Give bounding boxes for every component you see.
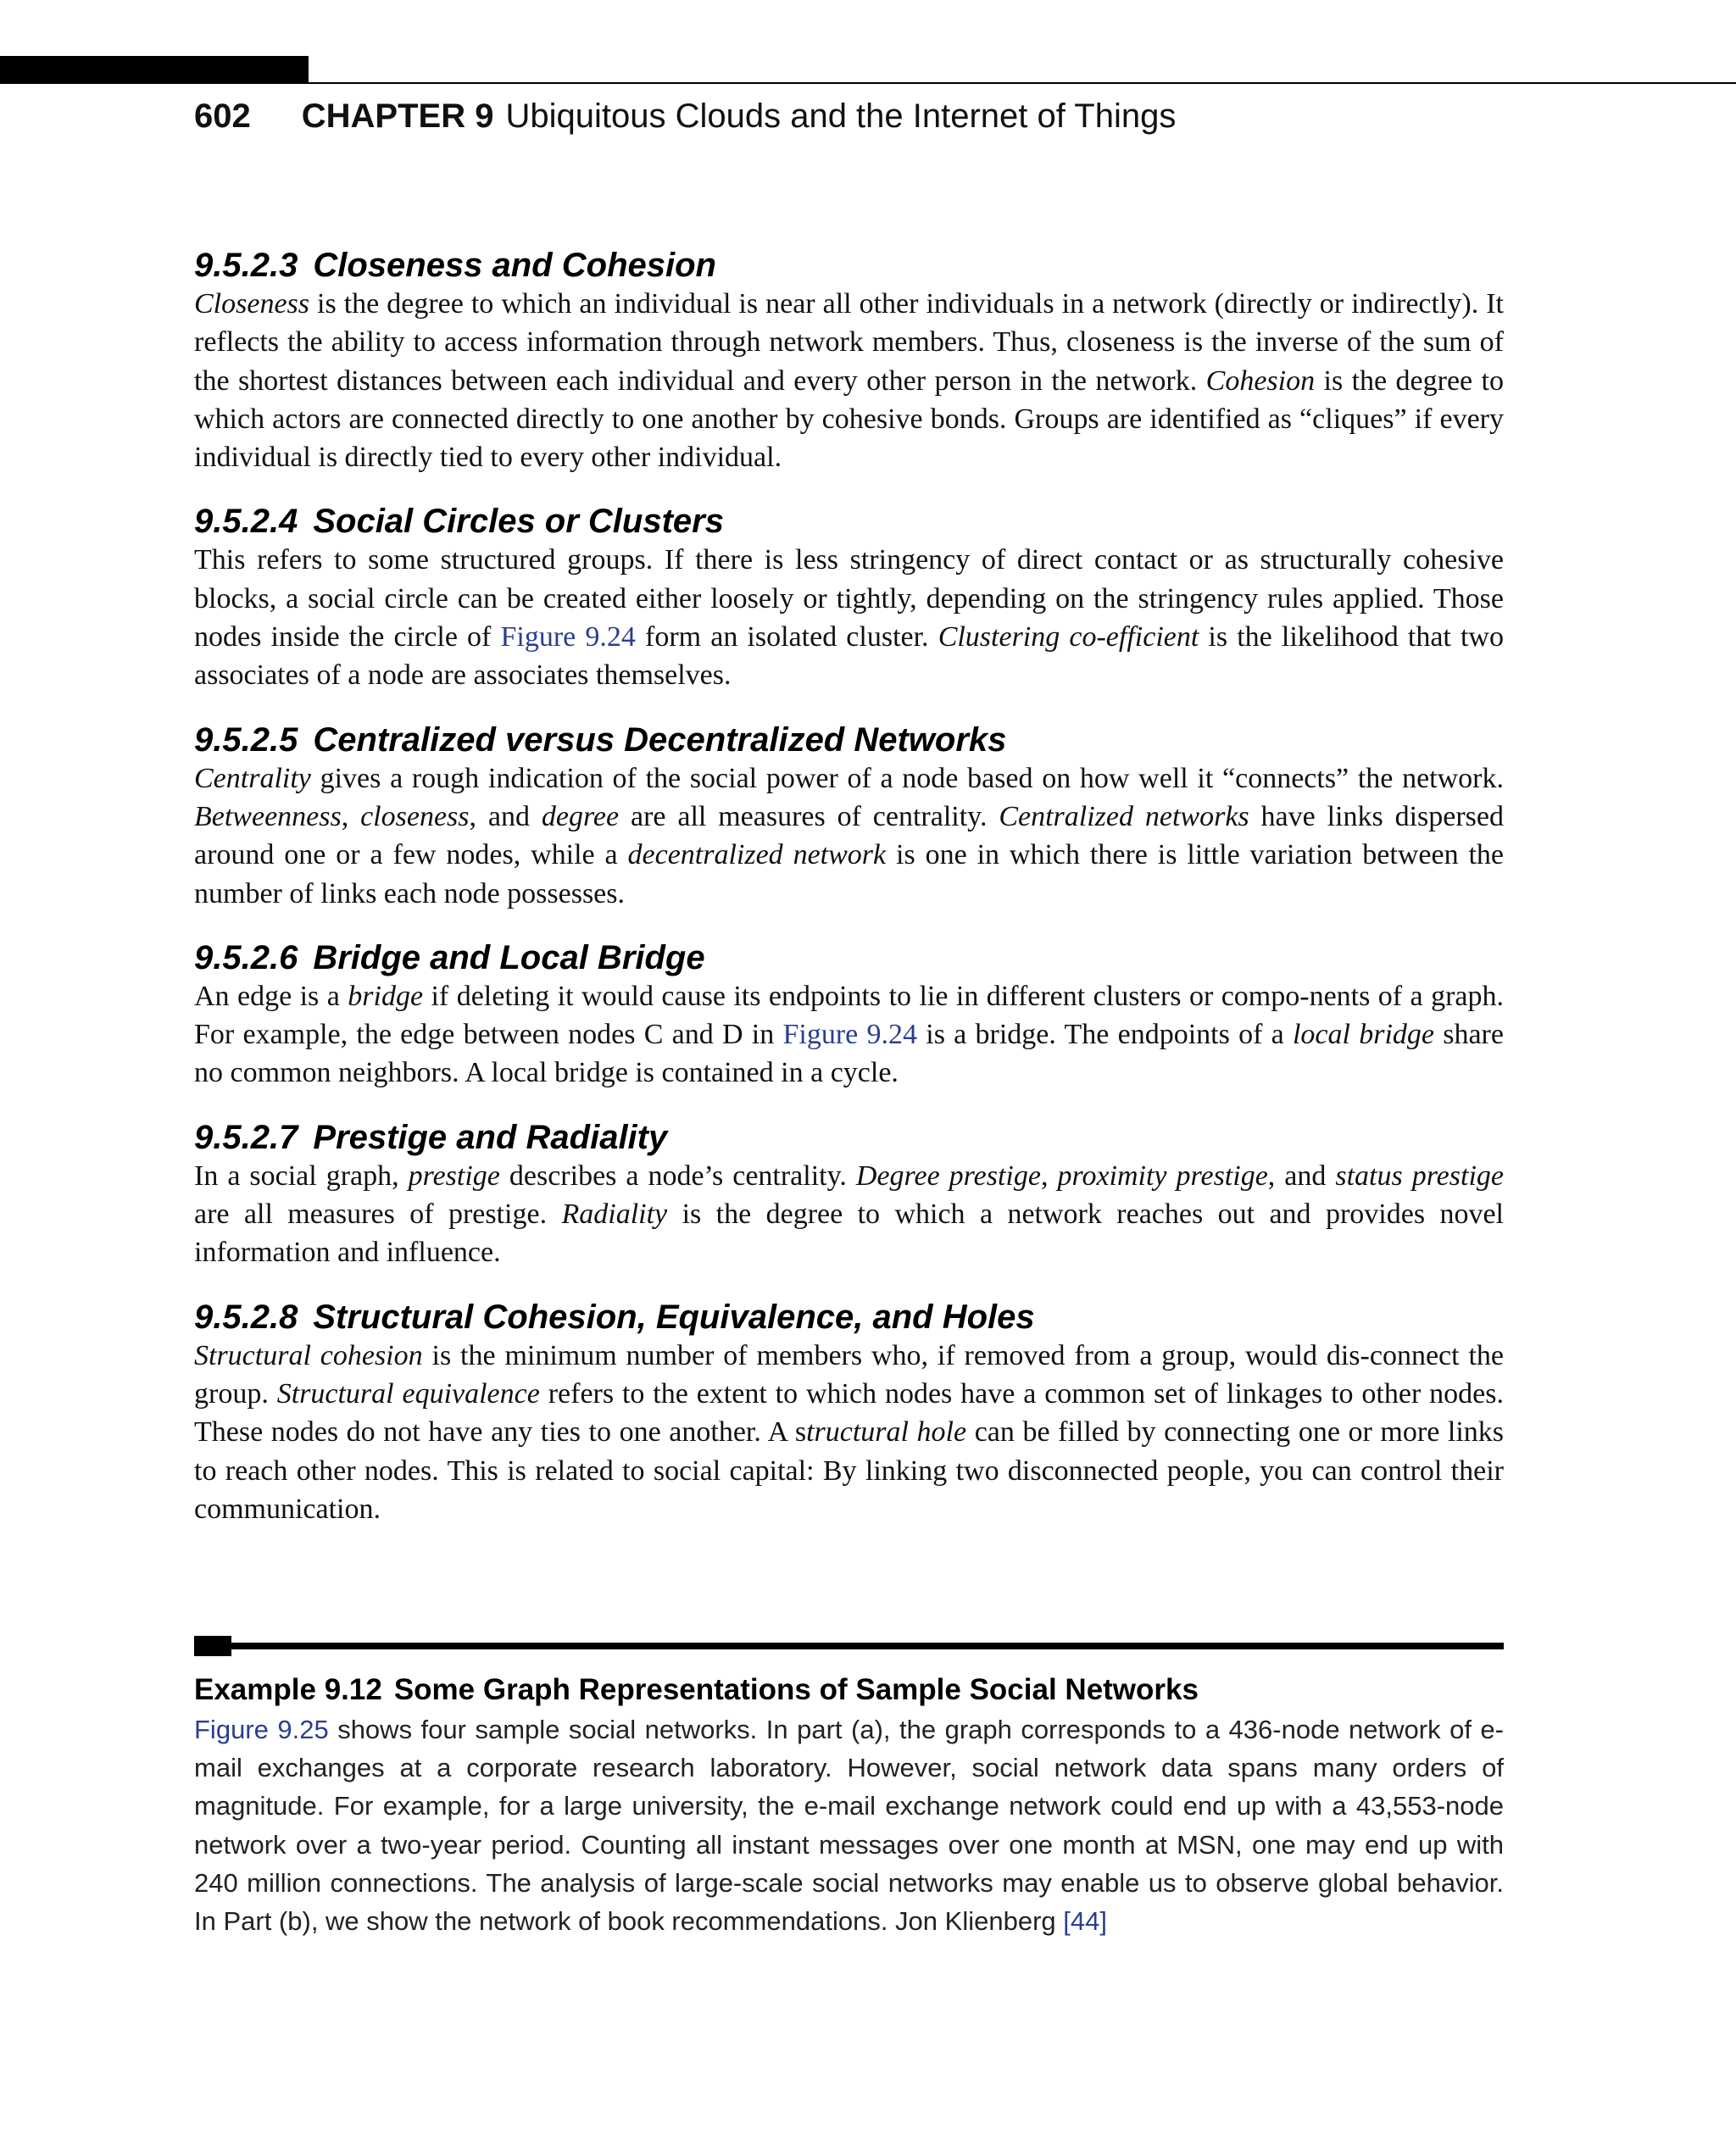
emphasis-term: Closeness <box>194 288 309 320</box>
body-text: shows four sample social networks. In part (a), the graph corresponds to a 436-node network of e-mail exchanges at a corporate research laboratory. However, social network data spans many orders of magnitude. For example, for a large university, the e-mail exchange network could end up with a 43,553-node network over a two-year period. Counting all instant messages over one month at MSN, one may end up with 240 million connections. The analysis of large-scale social networks may enable us to observe global behavior. In Part (b), we show the network of book recommendations. Jon Klienberg <box>194 1715 1504 1937</box>
body-text: gives a rough indication of the social power of a node based on how well it “connects” the network. <box>310 762 1504 794</box>
emphasis-term: degree <box>541 800 620 832</box>
emphasis-term: proximity prestige <box>1057 1159 1268 1192</box>
section-bridge <box>194 938 1504 1093</box>
section-paragraph <box>194 977 1504 1093</box>
emphasis-term: Structural equivalence <box>276 1377 540 1410</box>
emphasis-term: local bridge <box>1292 1019 1434 1051</box>
example-heading <box>194 1671 1504 1709</box>
emphasis-term: Radiality <box>561 1198 668 1231</box>
emphasis-term: Centrality <box>194 762 311 794</box>
emphasis-term: status prestige <box>1335 1159 1504 1192</box>
section-paragraph <box>194 1337 1504 1528</box>
header-black-bar <box>0 56 309 84</box>
cross-reference-link[interactable]: Figure 9.24 <box>782 1019 917 1051</box>
section-number: 9.5.2.3 <box>194 247 298 284</box>
section-prestige-radiality <box>194 1118 1504 1272</box>
body-text: is the degree to which a network reaches out and provides novel information and influence. <box>194 1198 1504 1269</box>
section-heading <box>194 938 1504 977</box>
body-text: share no common neighbors. A local bridge is contained in a cycle. <box>194 1019 1504 1089</box>
body-text: is the minimum number of members who, if removed from a group, would dis-connect the group. <box>194 1339 1504 1410</box>
emphasis-term: Betweenness <box>194 800 342 832</box>
section-heading <box>194 1298 1504 1337</box>
body-text: An edge is a <box>194 980 348 1012</box>
body-text: can be filled by connecting one or more links to reach other nodes. This is related to social capital: By linking two disconnected people, you can control their communication. <box>194 1416 1504 1525</box>
section-heading <box>194 720 1504 759</box>
emphasis-term: closeness <box>360 800 470 832</box>
body-text: refers to the extent to which nodes have a common set of linkages to other nodes. These nodes do not have any ties to one another. A s <box>194 1377 1504 1449</box>
cross-reference-link[interactable]: Figure 9.24 <box>500 621 636 653</box>
emphasis-term: Centralized networks <box>999 800 1249 832</box>
section-centralized-networks <box>194 720 1504 913</box>
body-text: have links dispersed around one or a few nodes, while a <box>194 800 1504 871</box>
page-number: 602 <box>194 97 251 135</box>
section-heading <box>194 1118 1504 1157</box>
emphasis-term: Degree prestige <box>855 1159 1041 1192</box>
body-text: is one in which there is little variation between the number of links each node possesses. <box>194 839 1504 909</box>
section-structural-cohesion <box>194 1298 1504 1528</box>
section-title: Closeness and Cohesion <box>313 247 716 284</box>
example-rule-line <box>231 1643 1504 1649</box>
example-paragraph <box>194 1710 1504 1940</box>
section-number: 9.5.2.8 <box>194 1298 298 1336</box>
body-text: form an isolated cluster. <box>635 621 938 653</box>
chapter-title: Ubiquitous Clouds and the Internet of Things <box>505 97 1177 135</box>
emphasis-term: Structural cohesion <box>194 1339 423 1371</box>
section-title: Structural Cohesion, Equivalence, and Holes <box>313 1298 1035 1336</box>
emphasis-term: tructural hole <box>806 1416 967 1449</box>
example-title: Some Graph Representations of Sample Social Networks <box>393 1673 1199 1706</box>
example-label: Example 9.12 <box>194 1673 382 1706</box>
body-text: , and <box>469 800 542 832</box>
section-paragraph <box>194 285 1504 476</box>
example-rule-block <box>194 1636 231 1656</box>
emphasis-term: prestige <box>408 1159 500 1192</box>
body-text: is the likelihood that two associates of a node are associates themselves. <box>194 621 1504 692</box>
emphasis-term: decentralized network <box>627 839 887 871</box>
emphasis-term: bridge <box>348 980 424 1012</box>
section-heading <box>194 502 1504 541</box>
section-closeness-cohesion <box>194 246 1504 476</box>
emphasis-term: Clustering co-efficient <box>938 621 1199 653</box>
cross-reference-link[interactable]: Figure 9.25 <box>194 1715 329 1744</box>
example-rule <box>194 1636 1504 1656</box>
section-heading <box>194 246 1504 285</box>
body-text: is a bridge. The endpoints of a <box>917 1019 1293 1051</box>
body-text: In a social graph, <box>194 1159 409 1192</box>
section-social-circles <box>194 502 1504 694</box>
section-paragraph <box>194 541 1504 694</box>
body-text: , <box>1040 1159 1058 1192</box>
chapter-label: CHAPTER 9 <box>301 97 494 135</box>
section-paragraph <box>194 1157 1504 1272</box>
main-content <box>194 246 1504 1554</box>
section-title: Centralized versus Decentralized Networks <box>313 720 1007 759</box>
body-text: if deleting it would cause its endpoints to lie in different clusters or compo-nents of a graph. For example, the edge between nodes C and D in <box>194 980 1504 1051</box>
body-text: are all measures of prestige. <box>194 1198 562 1231</box>
emphasis-term: Cohesion <box>1205 364 1316 397</box>
body-text: This refers to some structured groups. If there is less stringency of direct contact or as structurally cohesive blocks, a social circle can be created either loosely or tightly, depending on the stringency rules applied. Those nodes inside the circle of <box>194 544 1504 653</box>
body-text: is the degree to which an individual is near all other individuals in a network (directly or indirectly). It reflects the ability to access information through network members. Thus, closeness is the inverse of the sum of the shortest distances between each individual and every other person in the network. <box>194 288 1504 397</box>
cross-reference-link[interactable]: [44] <box>1063 1906 1107 1937</box>
section-paragraph <box>194 759 1504 913</box>
body-text: , and <box>1267 1159 1336 1192</box>
body-text: , <box>341 800 361 832</box>
section-number: 9.5.2.6 <box>194 938 298 976</box>
section-title: Prestige and Radiality <box>313 1118 668 1156</box>
section-number: 9.5.2.4 <box>194 503 298 541</box>
section-title: Social Circles or Clusters <box>313 503 724 541</box>
example-box <box>194 1636 1504 1940</box>
body-text: describes a node’s centrality. <box>499 1159 856 1192</box>
section-number: 9.5.2.5 <box>194 720 298 759</box>
running-head <box>194 95 1176 137</box>
section-number: 9.5.2.7 <box>194 1118 298 1156</box>
body-text: are all measures of centrality. <box>619 800 999 832</box>
section-title: Bridge and Local Bridge <box>313 938 705 976</box>
header-rule <box>309 82 1736 84</box>
body-text: is the degree to which actors are connected directly to one another by cohesive bonds. Groups are identified as “cliques” if every individual is directly tied to every other individual. <box>194 364 1504 474</box>
